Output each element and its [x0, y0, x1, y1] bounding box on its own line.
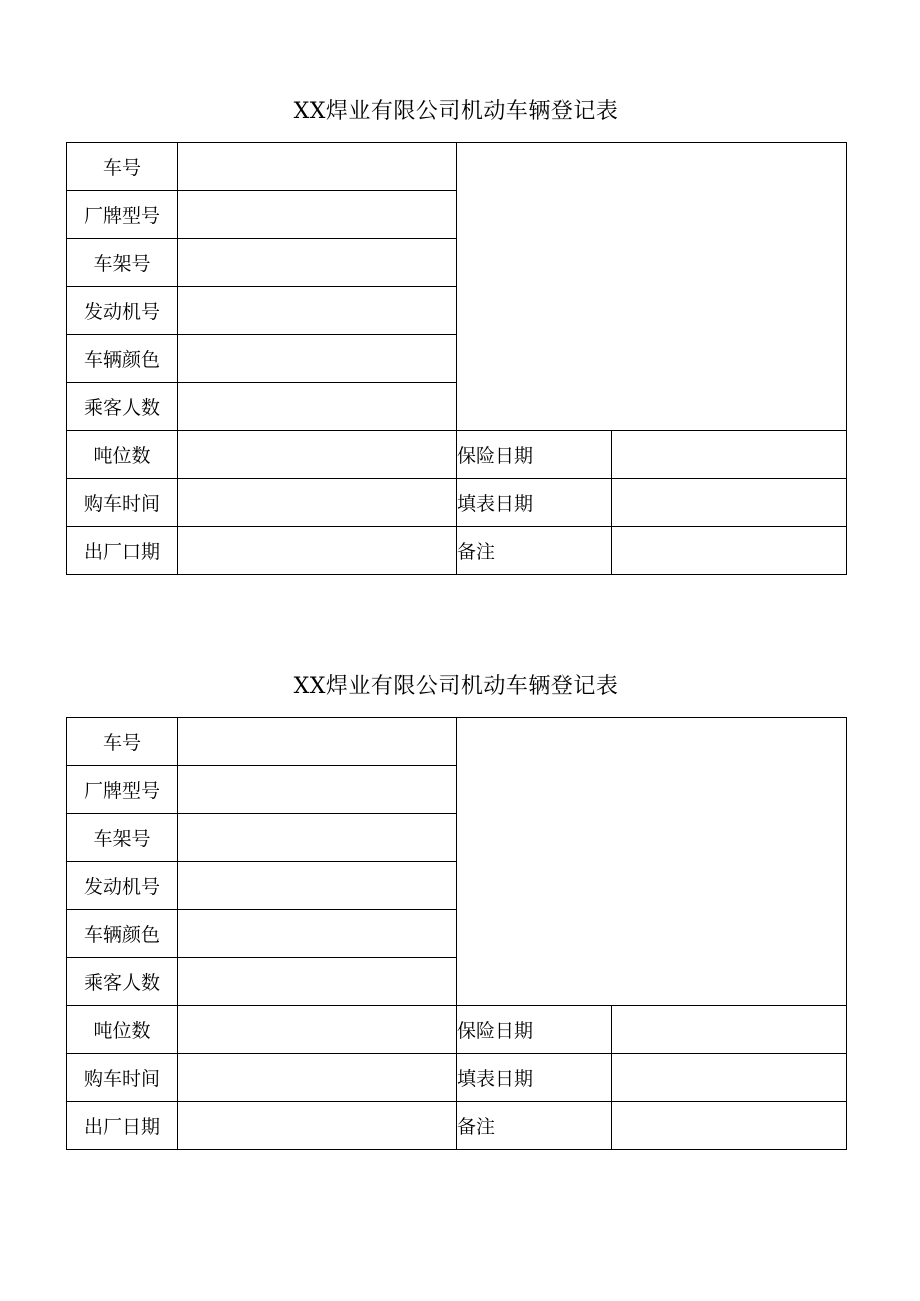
passenger-count-field[interactable]: [178, 383, 457, 431]
passenger-count-field[interactable]: [178, 958, 457, 1006]
label-factory-date: 出厂日期: [67, 1102, 178, 1150]
remarks-field[interactable]: [612, 1102, 847, 1150]
engine-number-field[interactable]: [178, 287, 457, 335]
label-frame-number: 车架号: [67, 814, 178, 862]
fill-date-field[interactable]: [612, 1054, 847, 1102]
label-fill-date: 填表日期: [457, 1054, 612, 1102]
label-vehicle-color: 车辆颜色: [67, 910, 178, 958]
frame-number-field[interactable]: [178, 239, 457, 287]
form-title: XX焊业有限公司机动车辆登记表: [293, 674, 619, 699]
label-insurance-date: 保险日期: [457, 431, 612, 479]
remarks-field[interactable]: [612, 527, 847, 575]
label-remarks: 备注: [457, 1102, 612, 1150]
factory-date-field[interactable]: [178, 1102, 457, 1150]
table-row: [67, 1054, 847, 1102]
label-engine-number: 发动机号: [67, 862, 178, 910]
label-plate-number: 车号: [67, 718, 178, 766]
label-passenger-count: 乘客人数: [67, 958, 178, 1006]
vehicle-color-field[interactable]: [178, 910, 457, 958]
label-brand-model: 厂牌型号: [67, 191, 178, 239]
plate-number-field[interactable]: [178, 718, 457, 766]
table-row: [67, 431, 847, 479]
registration-table: [66, 142, 847, 575]
factory-date-field[interactable]: [178, 527, 457, 575]
plate-number-field[interactable]: [178, 143, 457, 191]
registration-table: [66, 717, 847, 1150]
frame-number-field[interactable]: [178, 814, 457, 862]
insurance-date-field[interactable]: [612, 431, 847, 479]
vehicle-color-field[interactable]: [178, 335, 457, 383]
tonnage-field[interactable]: [178, 431, 457, 479]
table-row: [67, 479, 847, 527]
table-row: [67, 143, 847, 191]
label-purchase-time: 购车时间: [67, 479, 178, 527]
table-row: [67, 1102, 847, 1150]
table-row: [67, 1006, 847, 1054]
table-row: [67, 718, 847, 766]
label-plate-number: 车号: [67, 143, 178, 191]
photo-area: [457, 718, 847, 1006]
label-tonnage: 吨位数: [67, 431, 178, 479]
engine-number-field[interactable]: [178, 862, 457, 910]
label-engine-number: 发动机号: [67, 287, 178, 335]
form-title: XX焊业有限公司机动车辆登记表: [293, 99, 619, 124]
label-passenger-count: 乘客人数: [67, 383, 178, 431]
label-tonnage: 吨位数: [67, 1006, 178, 1054]
label-fill-date: 填表日期: [457, 479, 612, 527]
fill-date-field[interactable]: [612, 479, 847, 527]
label-frame-number: 车架号: [67, 239, 178, 287]
label-vehicle-color: 车辆颜色: [67, 335, 178, 383]
brand-model-field[interactable]: [178, 191, 457, 239]
table-row: [67, 527, 847, 575]
label-brand-model: 厂牌型号: [67, 766, 178, 814]
photo-area: [457, 143, 847, 431]
label-remarks: 备注: [457, 527, 612, 575]
label-insurance-date: 保险日期: [457, 1006, 612, 1054]
purchase-time-field[interactable]: [178, 479, 457, 527]
brand-model-field[interactable]: [178, 766, 457, 814]
label-factory-date: 出厂口期: [67, 527, 178, 575]
insurance-date-field[interactable]: [612, 1006, 847, 1054]
label-purchase-time: 购车时间: [67, 1054, 178, 1102]
tonnage-field[interactable]: [178, 1006, 457, 1054]
purchase-time-field[interactable]: [178, 1054, 457, 1102]
